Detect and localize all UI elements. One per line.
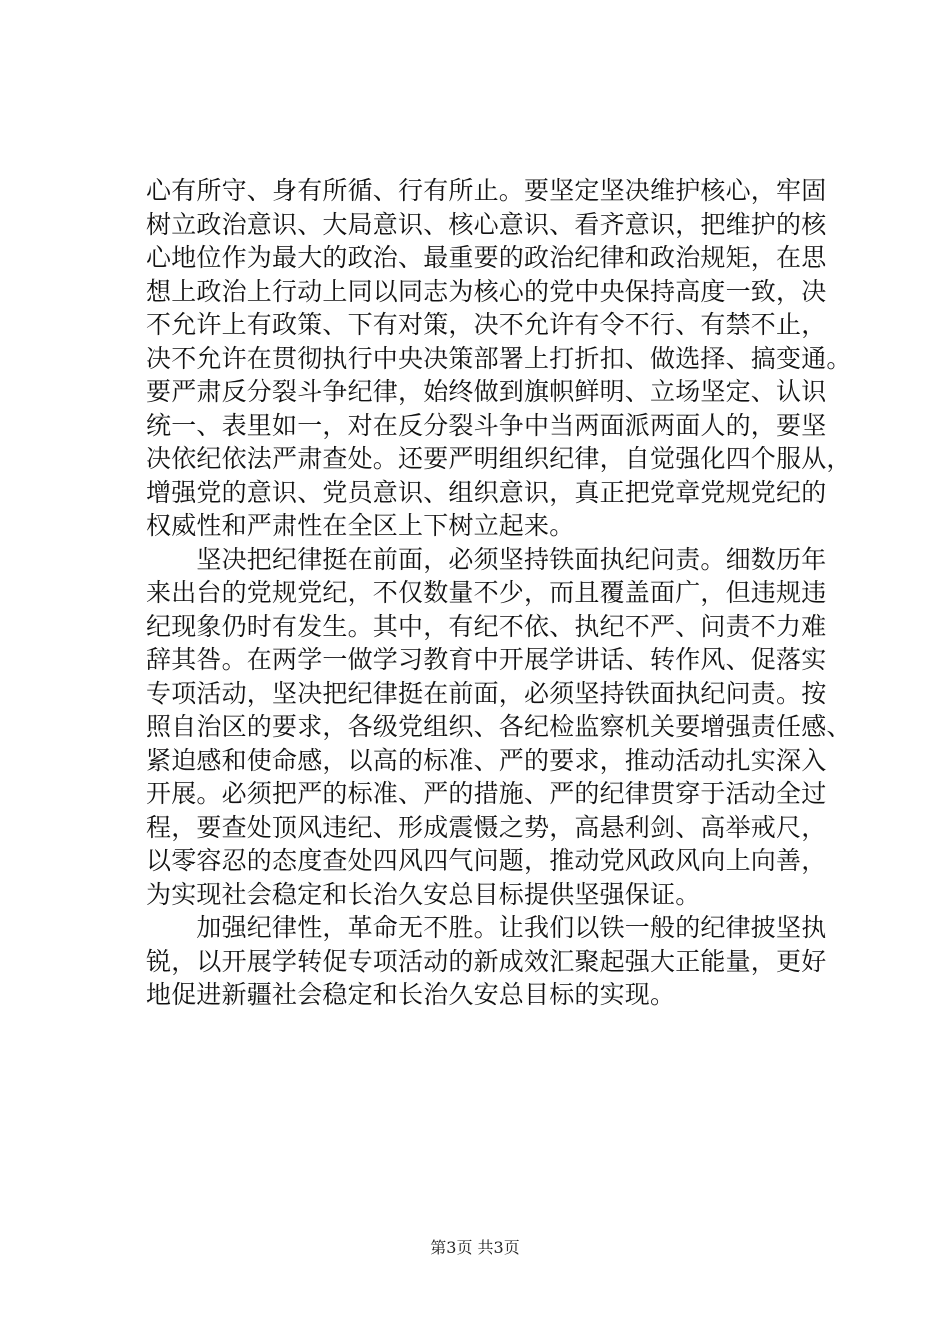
text-line: 来出台的党规党纪，不仅数量不少，而且覆盖面广，但违规违 [146, 578, 827, 607]
text-line: 心有所守、身有所循、行有所止。要坚定坚决维护核心，牢固 [146, 176, 827, 205]
text-line: 开展。必须把严的标准、严的措施、严的纪律贯穿于活动全过 [146, 779, 827, 808]
text-line: 纪现象仍时有发生。其中，有纪不依、执纪不严、问责不力难 [146, 611, 827, 641]
text-line: 心地位作为最大的政治、最重要的政治纪律和政治规矩，在思 [146, 243, 827, 272]
text-line: 程，要查处顶风违纪、形成震慑之势，高悬利剑、高举戒尺， [146, 812, 827, 842]
text-line: 坚决把纪律挺在前面，必须坚持铁面执纪问责。细数历年 [146, 544, 827, 574]
text-line: 以零容忍的态度查处四风四气问题，推动党风政风向上向善， [146, 846, 827, 875]
text-line: 辞其咎。在两学一做学习教育中开展学讲话、转作风、促落实 [146, 645, 827, 674]
document-body [146, 174, 851, 1012]
text-line: 要严肃反分裂斗争纪律，始终做到旗帜鲜明、立场坚定、认识 [146, 377, 827, 406]
text-line: 权威性和严肃性在全区上下树立起来。 [146, 511, 575, 540]
text-line: 锐，以开展学转促专项活动的新成效汇聚起强大正能量，更好 [146, 946, 827, 976]
text-line: 为实现社会稳定和长治久安总目标提供坚强保证。 [146, 879, 701, 909]
text-line: 统一、表里如一，对在反分裂斗争中当两面派两面人的，要坚 [146, 410, 827, 440]
text-line: 地促进新疆社会稳定和长治久安总目标的实现。 [146, 980, 676, 1009]
text-line: 想上政治上行动上同以同志为核心的党中央保持高度一致，决 [146, 276, 827, 306]
text-line: 紧迫感和使命感，以高的标准、严的要求，推动活动扎实深入 [146, 745, 827, 775]
text-line: 不允许上有政策、下有对策，决不允许有令不行、有禁不止， [146, 310, 827, 339]
text-line: 加强纪律性，革命无不胜。让我们以铁一般的纪律披坚执 [146, 913, 827, 942]
text-line: 树立政治意识、大局意识、核心意识、看齐意识，把维护的核 [146, 209, 827, 239]
text-line: 专项活动，坚决把纪律挺在前面，必须坚持铁面执纪问责。按 [146, 678, 827, 708]
text-line: 决依纪依法严肃查处。还要严明组织纪律，自觉强化四个服从， [146, 444, 852, 473]
text-line: 决不允许在贯彻执行中央决策部署上打折扣、做选择、搞变通。 [146, 343, 852, 373]
text-line: 增强党的意识、党员意识、组织意识，真正把党章党规党纪的 [146, 477, 827, 507]
page-number-footer: 第3页 共3页 [430, 1238, 520, 1257]
text-line: 照自治区的要求，各级党组织、各纪检监察机关要增强责任感、 [146, 712, 852, 741]
